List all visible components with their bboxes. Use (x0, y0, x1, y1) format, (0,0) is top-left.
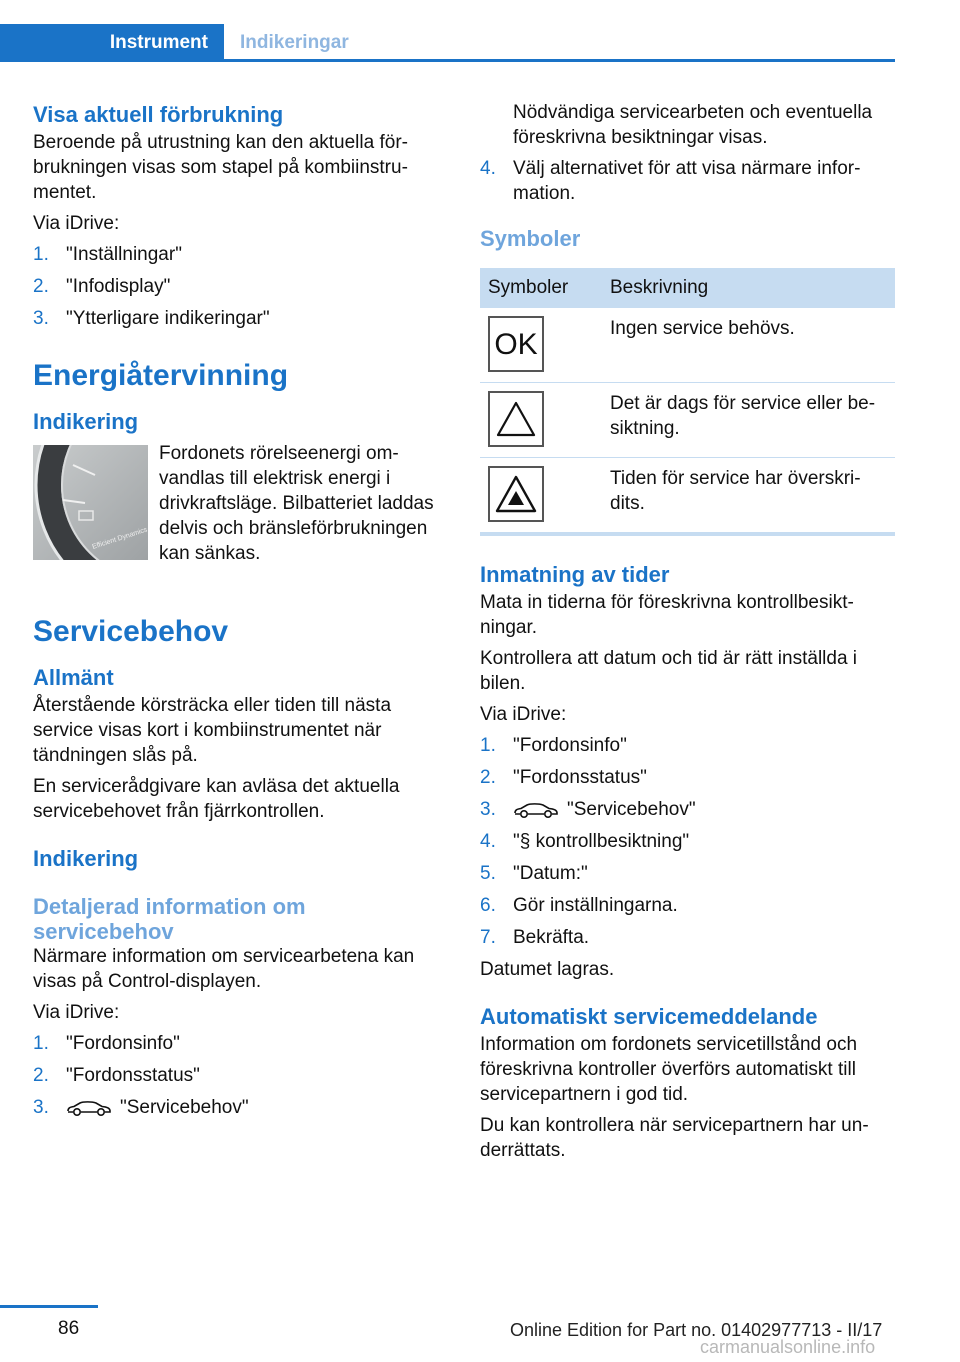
step-text: "Datum:" (513, 863, 588, 884)
energy-block (33, 441, 435, 564)
paragraph: Återstående körsträcka eller tiden till nästa service visas kort i kombiinstrumentet när tändningen slås på. (33, 695, 392, 766)
tab-instrument[interactable]: Instrument (0, 24, 224, 62)
paragraph: Fordonets rörelseenergi omvandlas till elektrisk energi i drivkraftsläge. Bilbatteriet laddas delvis och bränsleförbrukningen kan sänkas. (159, 443, 434, 564)
step-number: 3. (33, 308, 49, 329)
list-item (33, 242, 435, 267)
list-item (33, 274, 435, 299)
list-item (480, 156, 895, 206)
section-title-current-consumption: Visa aktuell förbrukning (33, 102, 284, 127)
list-item (480, 765, 895, 790)
table-cell: Tiden för service har överskridits. (602, 458, 895, 535)
step-number: 6. (480, 895, 496, 916)
paragraph: Kontrollera att datum och tid är rätt inställda i bilen. (480, 648, 858, 694)
list-item (480, 925, 895, 950)
step-number: 2. (33, 276, 49, 297)
list-item (33, 1095, 435, 1120)
header-tabs (0, 24, 895, 62)
footer-rule (0, 1305, 98, 1308)
step-number: 1. (480, 735, 496, 756)
chapter-title-service: Servicebehov (33, 615, 229, 648)
ok-icon (488, 316, 544, 372)
step-number: 1. (33, 1033, 49, 1054)
via-idrive-label: Via iDrive: (33, 1002, 120, 1023)
table-row (480, 308, 895, 383)
step-text: "Fordonsinfo" (66, 1033, 180, 1054)
steps-list-time-input (480, 733, 895, 950)
step-text: "Inställningar" (66, 244, 182, 265)
header-rule (224, 59, 895, 62)
via-idrive-label: Via iDrive: (33, 213, 120, 234)
step-text: "Servicebehov" (120, 1097, 249, 1118)
step-number: 1. (33, 244, 49, 265)
table-cell: Det är dags för service eller besiktning. (602, 383, 895, 458)
paragraph: Beroende på utrustning kan den aktuella förbrukningen visas som stapel på kombiinstrumentet. (33, 132, 408, 203)
table-row (480, 383, 895, 458)
page-number: 86 (58, 1318, 80, 1339)
step-number: 4. (480, 831, 496, 852)
step-number: 2. (33, 1065, 49, 1086)
steps-list-continued (480, 156, 895, 206)
paragraph: Datumet lagras. (480, 959, 615, 980)
subsection-title-indikering: Indikering (33, 409, 139, 434)
paragraph: En servicerådgivare kan avläsa det aktuella servicebehovet från fjärrkontrollen. (33, 776, 400, 822)
list-item (480, 893, 895, 918)
list-item (480, 829, 895, 854)
step-text: "Fordonsinfo" (513, 735, 627, 756)
car-icon (66, 1099, 112, 1117)
step-number: 3. (480, 799, 496, 820)
car-icon (513, 801, 559, 819)
paragraph: Information om fordonets servicetillstånd och föreskrivna kontroller överförs automatiskt till servicepartnern i god tid. (480, 1034, 858, 1105)
watermark: carmanualsonline.info (700, 1337, 876, 1357)
step-number: 5. (480, 863, 496, 884)
subsection-title-allmant: Allmänt (33, 665, 114, 690)
left-column (33, 100, 435, 1127)
list-item (480, 733, 895, 758)
list-item (33, 1031, 435, 1056)
step-number: 3. (33, 1097, 49, 1118)
step-number: 4. (480, 158, 496, 179)
step-number: 2. (480, 767, 496, 788)
symbols-table (480, 268, 895, 536)
energy-recovery-gauge-image (33, 445, 148, 560)
table-cell: Ingen service behövs. (602, 308, 895, 383)
via-idrive-label: Via iDrive: (480, 704, 567, 725)
section-title-symbols: Symboler (480, 226, 581, 251)
right-column (480, 100, 895, 1169)
paragraph: Nödvändiga servicearbeten och eventuella föreskrivna besiktningar visas. (513, 102, 873, 148)
step-text: Bekräfta. (513, 927, 590, 948)
table-cell (480, 458, 602, 535)
step-number: 7. (480, 927, 496, 948)
subsection-title-detailed-info: Detaljerad information om servicebehov (33, 894, 306, 944)
paragraph: Du kan kontrollera när servicepartnern har underrättats. (480, 1115, 869, 1161)
gauge-label: Efficient Dynamics (91, 526, 148, 551)
step-text: Välj alternativet för att visa närmare information. (513, 158, 861, 204)
warning-triangle-icon (488, 391, 544, 447)
list-item (480, 797, 895, 822)
step-text: "§ kontrollbesiktning" (513, 831, 690, 852)
section-title-time-input: Inmatning av tider (480, 562, 670, 587)
paragraph: Mata in tiderna för föreskrivna kontrollbesiktningar. (480, 592, 854, 638)
step-text: Gör inställningarna. (513, 895, 678, 916)
table-cell (480, 308, 602, 383)
subsection-title-indikering-service: Indikering (33, 846, 139, 871)
chapter-title-energy: Energiåtervinning (33, 359, 289, 392)
step-text: "Fordonsstatus" (66, 1065, 200, 1086)
steps-list-detailed (33, 1031, 435, 1120)
tab-indikeringar[interactable]: Indikeringar (240, 32, 349, 53)
section-title-auto-service: Automatiskt servicemeddelande (480, 1004, 818, 1029)
table-header-cell: Symboler (480, 268, 602, 308)
list-item (33, 306, 435, 331)
step-text: "Ytterligare indikeringar" (66, 308, 270, 329)
overdue-triangle-icon (488, 466, 544, 522)
edition-text: Online Edition for Part no. 01402977713 - II/17 (510, 1320, 883, 1340)
table-header-cell: Beskrivning (602, 268, 895, 308)
step-text: "Fordonsstatus" (513, 767, 647, 788)
list-item (480, 861, 895, 886)
step-text: "Infodisplay" (66, 276, 171, 297)
table-cell (480, 383, 602, 458)
steps-list-consumption (33, 242, 435, 331)
table-header-row (480, 268, 895, 308)
list-item (33, 1063, 435, 1088)
step-text: "Servicebehov" (567, 799, 696, 820)
paragraph: Närmare information om servicearbetena kan visas på Control-displayen. (33, 946, 415, 992)
table-row (480, 458, 895, 535)
ok-label: OK (494, 328, 538, 361)
